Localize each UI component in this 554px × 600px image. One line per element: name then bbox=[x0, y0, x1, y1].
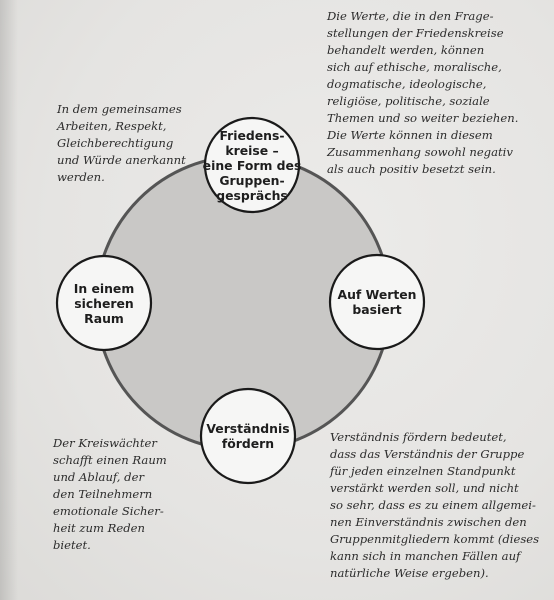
node-label-promote-understanding: Verständnis fördern bbox=[206, 421, 290, 451]
annotation-values: Die Werte, die in den Frage- stellungen der Friedenskreise behandelt werden, können sich auf ethische, moralische, dogmatische, ideologische, religiöse, politische, soziale Themen und so weiter beziehen. Die Werte können in diesem Zusammenhang sowohl negativ als auch positiv besetzt sein. bbox=[327, 9, 519, 176]
annotation-safe-space: In dem gemeinsames Arbeiten, Respekt, Gleichberechtigung und Würde anerkannt werden. bbox=[57, 102, 186, 184]
node-label-safe-space: In einem sicheren Raum bbox=[73, 280, 135, 326]
annotation-circle-keeper: Der Kreiswächter schafft einen Raum und Ablauf, der den Teilnehmern emotionale Sicher- heit zum Reden bietet. bbox=[53, 436, 167, 552]
annotation-understanding: Verständnis fördern bedeutet, dass das Verständnis der Gruppe für jeden einzelnen Standpunkt verstärkt werden soll, und nicht so sehr, dass es zu einem allgemei- nen Einverständnis zwischen den Gruppenmitgliedern kommt (dieses kann sich in manchen Fällen auf natürliche Weise ergeben). bbox=[330, 430, 540, 580]
node-label-values-based: Auf Werten basiert bbox=[337, 287, 417, 317]
node-label-peace-circles: Friedens- kreise – eine Form des Gruppen- gesprächs bbox=[202, 127, 302, 203]
